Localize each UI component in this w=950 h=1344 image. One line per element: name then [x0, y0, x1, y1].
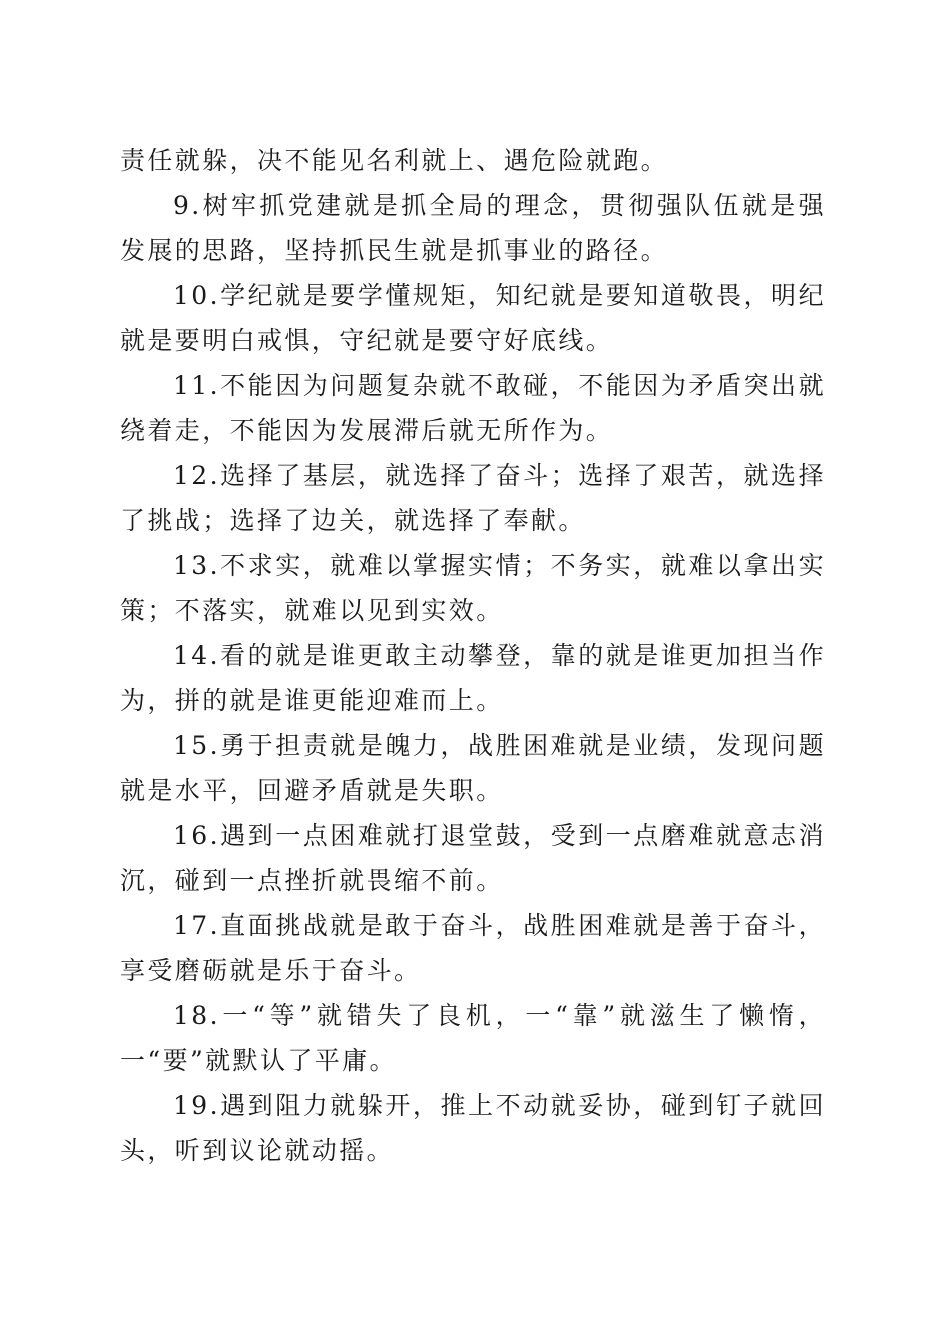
list-item-14: 14.看的就是谁更敢主动攀登，靠的就是谁更加担当作为，拼的就是谁更能迎难而上。 — [120, 641, 826, 715]
list-item-19: 19.遇到阻力就躲开，推上不动就妥协，碰到钉子就回头，听到议论就动摇。 — [120, 1091, 826, 1165]
list-item-12: 12.选择了基层，就选择了奋斗；选择了艰苦，就选择了挑战；选择了边关，就选择了奉献。 — [120, 461, 826, 535]
document-body — [120, 138, 826, 1173]
list-item-15: 15.勇于担责就是魄力，战胜困难就是业绩，发现问题就是水平，回避矛盾就是失职。 — [120, 731, 826, 805]
list-item-9: 9.树牢抓党建就是抓全局的理念，贯彻强队伍就是强发展的思路，坚持抓民生就是抓事业的路径。 — [120, 191, 826, 265]
list-item-18: 18.一“等”就错失了良机，一“靠”就滋生了懒惰，一“要”就默认了平庸。 — [120, 1001, 826, 1075]
list-item-10: 10.学纪就是要学懂规矩，知纪就是要知道敬畏，明纪就是要明白戒惧，守纪就是要守好底线。 — [120, 281, 826, 355]
list-item-17: 17.直面挑战就是敢于奋斗，战胜困难就是善于奋斗，享受磨砺就是乐于奋斗。 — [120, 911, 826, 985]
list-item-16: 16.遇到一点困难就打退堂鼓，受到一点磨难就意志消沉，碰到一点挫折就畏缩不前。 — [120, 821, 826, 895]
paragraph-continuation: 责任就躲，决不能见名利就上、遇危险就跑。 — [120, 146, 669, 175]
list-item-11: 11.不能因为问题复杂就不敢碰，不能因为矛盾突出就绕着走，不能因为发展滞后就无所作为。 — [120, 371, 826, 445]
list-item-13: 13.不求实，就难以掌握实情；不务实，就难以拿出实策；不落实，就难以见到实效。 — [120, 551, 826, 625]
